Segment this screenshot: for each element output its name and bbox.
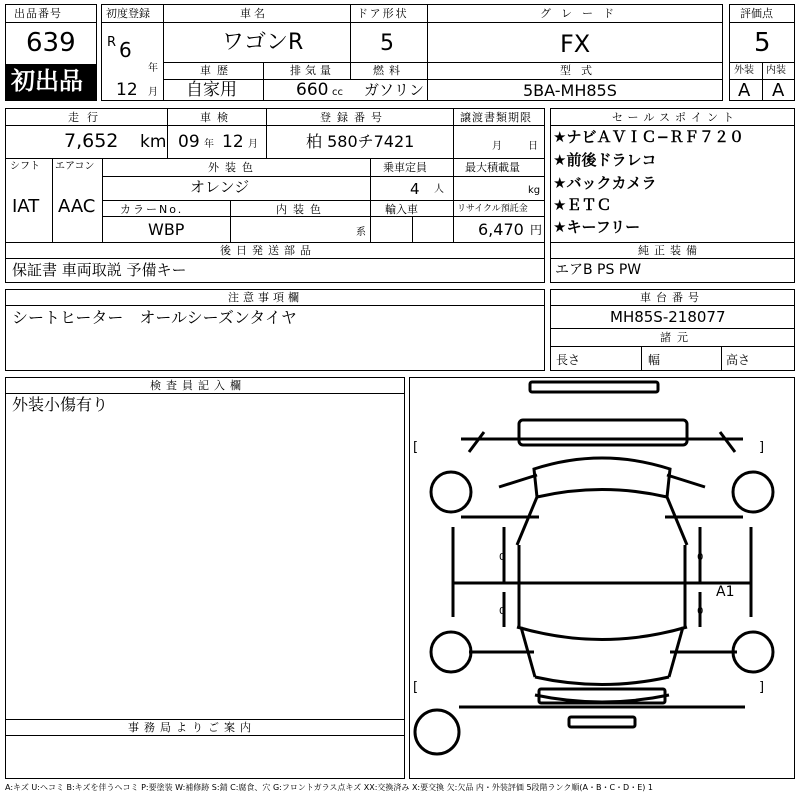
svg-text:]: ] xyxy=(759,680,765,695)
notes-label: 注意事項欄 xyxy=(228,291,303,304)
inspection-year: 09 xyxy=(178,132,200,152)
damage-mark: A1 xyxy=(716,584,735,600)
plate-value: 柏 580チ7421 xyxy=(306,132,415,151)
inspection-label: 車検 xyxy=(200,111,234,124)
registration-year: 6 xyxy=(119,38,132,62)
registration-era: R xyxy=(107,35,117,50)
color-no-label: カラーNo. xyxy=(120,203,184,216)
registration-month-unit: 月 xyxy=(148,87,158,98)
aircon-label: エアコン xyxy=(55,161,95,172)
dimensions-height: 高さ xyxy=(726,353,751,367)
recycle-unit: 円 xyxy=(530,223,543,237)
svg-text:0: 0 xyxy=(697,552,704,563)
model-type-label: 型式 xyxy=(560,64,602,77)
registration-year-unit: 年 xyxy=(148,63,158,74)
inspection-year-unit: 年 xyxy=(204,139,214,150)
legend-text: A:キズ U:ヘコミ B:キズを伴うヘコミ P:要塗装 W:補修跡 S:錆 C:腐食、穴 G:フロントガラス点キズ XX:交換済み X:要交換 欠:欠品 内・外装評価 5段階ランク順(A・B・C・D・E) 1 xyxy=(5,783,654,792)
interior-color-label: 内装色 xyxy=(276,203,327,216)
mileage-label: 走行 xyxy=(68,111,106,124)
load-label: 最大積載量 xyxy=(465,161,520,174)
transfer-label: 譲渡書類期限 xyxy=(460,111,532,124)
registration-month: 12 xyxy=(116,80,138,100)
score-label: 評価点 xyxy=(740,7,773,20)
grade-label: グレード xyxy=(540,7,624,20)
displacement-unit: cc xyxy=(332,87,343,98)
chassis-label: 車台番号 xyxy=(640,291,704,304)
color-label: 外装色 xyxy=(208,161,259,174)
inspector-label: 検査員記入欄 xyxy=(150,379,246,392)
displacement-label: 排気量 xyxy=(290,64,335,77)
mileage-value: 7,652 xyxy=(64,130,119,152)
interior-score-label: 内装 xyxy=(766,65,786,76)
lot-label: 出品番号 xyxy=(14,7,62,20)
inspector-note: 外装小傷有り xyxy=(12,395,109,414)
svg-text:0: 0 xyxy=(499,552,506,563)
dimensions-length: 長さ xyxy=(556,353,581,367)
load-unit: kg xyxy=(528,185,541,196)
svg-text:0: 0 xyxy=(499,606,506,617)
sales-point-item: ★ナビＡＶＩＣ−ＲＦ７２０ xyxy=(553,128,745,146)
capacity-label: 乗車定員 xyxy=(383,161,427,174)
lot-number: 639 xyxy=(26,28,76,58)
dimensions-width: 幅 xyxy=(648,353,661,367)
interior-score: A xyxy=(772,80,785,101)
fuel-label: 燃料 xyxy=(373,64,405,77)
equipment-value: エアB PS PW xyxy=(555,262,642,278)
door-value: 5 xyxy=(380,31,394,56)
inspection-month: 12 xyxy=(222,132,244,152)
shift-label: シフト xyxy=(10,161,40,172)
svg-text:[: [ xyxy=(413,680,419,695)
car-name: ワゴンR xyxy=(222,30,304,55)
registration-label: 初度登録 xyxy=(106,7,150,20)
sales-point-item: ★キーフリー xyxy=(553,218,641,236)
history-value: 自家用 xyxy=(186,80,237,100)
exterior-score-label: 外装 xyxy=(734,65,754,76)
capacity-unit: 人 xyxy=(434,184,444,195)
grade-value: FX xyxy=(560,30,591,58)
sales-point-item: ★ＥＴＣ xyxy=(553,196,612,214)
equipment-label: 純正装備 xyxy=(638,244,702,257)
plate-label: 登録番号 xyxy=(320,111,388,124)
fuel-value: ガソリン xyxy=(364,81,425,99)
shift-value: IAT xyxy=(12,196,40,217)
car-diagram xyxy=(409,377,795,779)
office-label: 事務局よりご案内 xyxy=(128,721,256,734)
transfer-day-unit: 日 xyxy=(528,141,538,152)
car-name-label: 車名 xyxy=(240,7,268,20)
exterior-score: A xyxy=(738,80,751,101)
transfer-month-unit: 月 xyxy=(492,141,502,152)
notes-value: シートヒーター オールシーズンタイヤ xyxy=(12,308,297,327)
aircon-value: AAC xyxy=(58,196,96,217)
import-label: 輸入車 xyxy=(385,203,418,216)
svg-text:[: [ xyxy=(413,440,419,455)
mileage-unit: km xyxy=(140,132,167,152)
chassis-value: MH85S-218077 xyxy=(610,308,726,326)
sales-point-item: ★前後ドラレコ xyxy=(553,151,657,169)
svg-text:0: 0 xyxy=(697,606,704,617)
displacement-value: 660 xyxy=(296,80,329,100)
history-label: 車歴 xyxy=(200,64,234,77)
sales-points-label: セールスポイント xyxy=(612,111,740,124)
color-value: オレンジ xyxy=(190,178,250,196)
recycle-value: 6,470 xyxy=(478,220,524,239)
inspection-month-unit: 月 xyxy=(248,139,258,150)
later-parts-value: 保証書 車両取説 予備キー xyxy=(12,261,187,279)
score-value: 5 xyxy=(754,28,771,58)
color-no-value: WBP xyxy=(148,220,185,239)
model-type-value: 5BA-MH85S xyxy=(523,81,617,100)
recycle-label: リサイクル預託金 xyxy=(457,204,528,214)
sales-point-item: ★バックカメラ xyxy=(553,174,657,192)
interior-color-suffix: 系 xyxy=(356,227,366,238)
capacity-value: 4 xyxy=(410,180,420,198)
svg-text:]: ] xyxy=(759,440,765,455)
dimensions-label: 諸元 xyxy=(660,331,694,344)
later-parts-label: 後日発送部品 xyxy=(220,244,316,257)
door-label: ドア形状 xyxy=(357,7,409,20)
first-listing-label: 初出品 xyxy=(11,67,83,95)
